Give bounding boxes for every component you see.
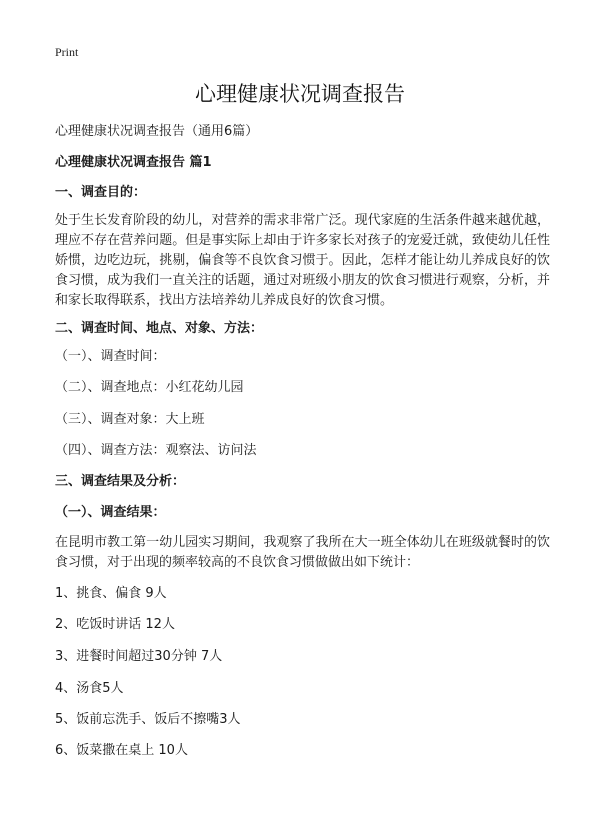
stat-item: 5、饭前忘洗手、饭后不擦嘴3人 bbox=[55, 712, 241, 727]
list-item: （四）、调查方法：观察法、访问法 bbox=[55, 443, 257, 458]
list-item: （二）、调查地点：小红花幼儿园 bbox=[55, 380, 244, 395]
results-paragraph: 在昆明市教工第一幼儿园实习期间，我观察了我所在大一班全体幼儿在班级就餐时的饮食习惯，对于出现的频率较高的不良饮食习惯做做出如下统计： bbox=[55, 535, 550, 570]
list-item: （一）、调查时间： bbox=[55, 349, 166, 364]
stat-item: 1、挑食、偏食 9人 bbox=[55, 586, 167, 601]
subtitle: 心理健康状况调查报告（通用6篇） bbox=[55, 124, 259, 139]
stat-item: 3、进餐时间超过30分钟 7人 bbox=[55, 649, 223, 664]
list-item: （三）、调查对象：大上班 bbox=[55, 412, 205, 427]
purpose-paragraph: 处于生长发育阶段的幼儿，对营养的需求非常广泛。现代家庭的生活条件越来越优越，理应不存在营养问题。但是事实际上却由于许多家长对孩子的宠爱迁就，致使幼儿任性娇惯，边吃边玩，挑剔，偏食等不良饮食习惯于。因此，怎样才能让幼儿养成良好的饮食习惯，成为我们一直关注的话题，通过对班级小朋友的饮食习惯进行观察，分析，并和家长取得联系，找出方法培养幼儿养成良好的饮食习惯。 bbox=[55, 213, 550, 308]
stat-item: 6、饭菜撒在桌上 10人 bbox=[55, 743, 188, 758]
heading-purpose: 一、调查目的： bbox=[55, 185, 147, 200]
page-title: 心理健康状况调查报告 bbox=[195, 82, 405, 106]
section-title: 心理健康状况调查报告 篇1 bbox=[55, 155, 212, 170]
stat-item: 4、汤食5人 bbox=[55, 681, 124, 696]
heading-results: 三、调查结果及分析： bbox=[55, 474, 186, 489]
print-link[interactable]: Print bbox=[55, 45, 79, 59]
stat-item: 2、吃饭时讲话 12人 bbox=[55, 617, 175, 632]
heading-time-place: 二、调查时间、地点、对象、方法： bbox=[55, 321, 264, 336]
subheading-results: （一）、调查结果： bbox=[55, 505, 166, 520]
